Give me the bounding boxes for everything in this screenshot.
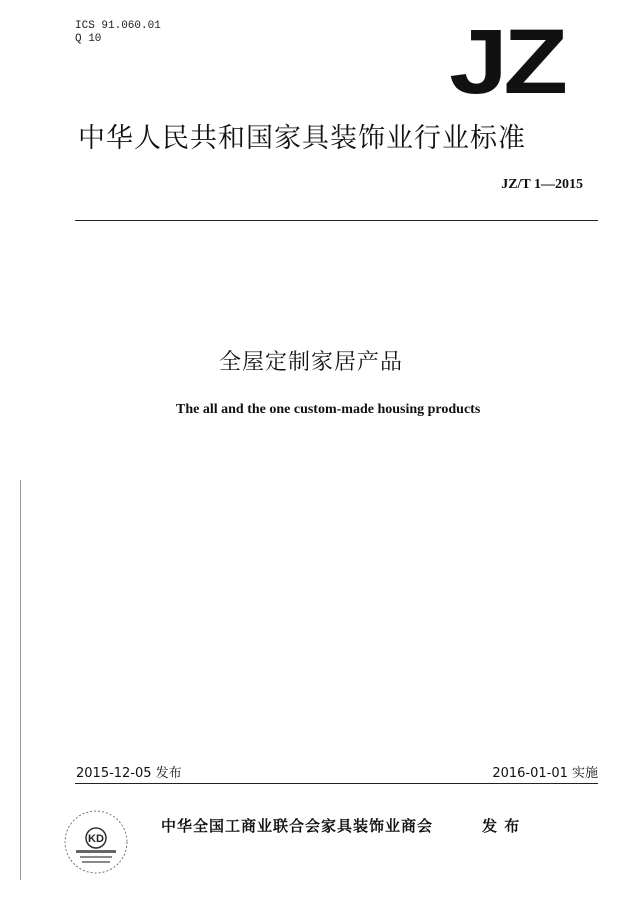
svg-text:KD: KD: [88, 833, 104, 845]
standard-code: JZ/T 1—2015: [501, 177, 583, 192]
publisher-action: 发 布: [482, 817, 521, 835]
publisher-stamp: [62, 808, 130, 876]
ccs-code: Q 10: [75, 33, 102, 45]
implementation-date: 2016-01-01 实施: [492, 766, 598, 781]
document-title-chinese: 全屋定制家居产品: [219, 350, 404, 375]
top-rule: [75, 220, 598, 221]
document-title-english: The all and the one custom-made housing products: [176, 402, 481, 417]
issue-date: 2015-12-05 发布: [76, 766, 182, 781]
bottom-rule: [75, 783, 598, 784]
ics-code: ICS 91.060.01: [75, 20, 161, 32]
standard-category-heading: 中华人民共和国家具装饰业行业标准: [78, 123, 526, 154]
stamp-seal-icon: [62, 808, 130, 876]
publisher-organization: 中华全国工商业联合会家具装饰业商会: [161, 817, 434, 835]
jz-logo: JZ: [448, 11, 563, 113]
page-edge-line: [20, 480, 21, 880]
